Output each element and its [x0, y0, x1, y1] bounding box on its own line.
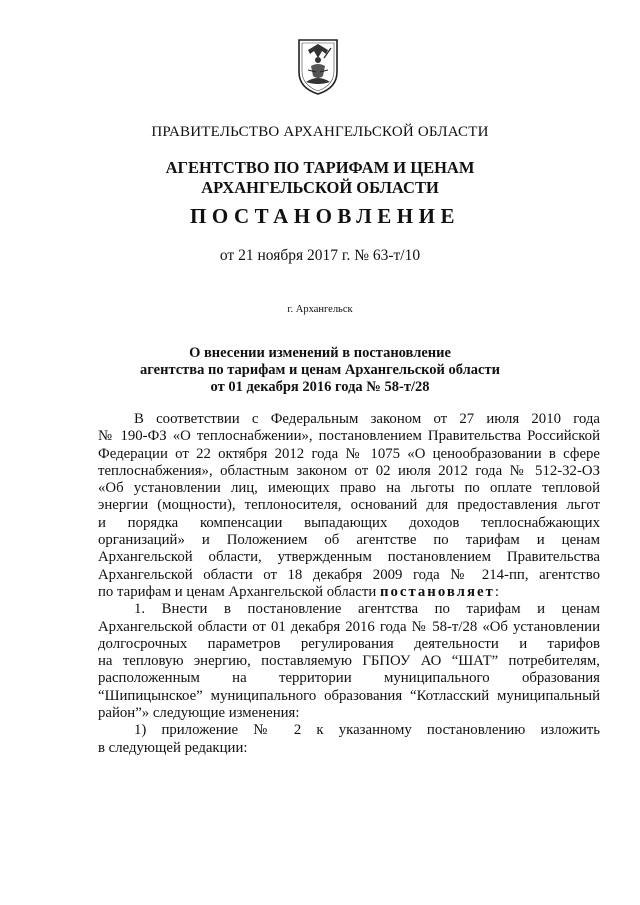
document-date-number: от 21 ноября 2017 г. № 63-т/10	[219, 247, 421, 264]
body-line-resolution	[98, 584, 600, 601]
resolution-suffix: :	[494, 583, 499, 600]
body-line: Федерации от 22 октября 2012 года № 1075 «О ценообразовании в сфере	[98, 445, 600, 462]
resolution-prefix: по тарифам и ценам Архангельской области	[98, 583, 377, 600]
body-line: 1) приложение № 2 к указанному постановлению изложить	[134, 722, 600, 739]
body-line: энергии (мощности), теплоносителя, оснований для предоставления льгот	[98, 497, 600, 514]
body-line: расположенным на территории муниципального образования	[98, 670, 600, 687]
body-line: район”» следующие изменения:	[98, 705, 300, 722]
resolution-keyword: постановляет	[379, 583, 495, 600]
body-line: долгосрочных параметров регулирования деятельности и тарифов	[98, 635, 600, 652]
government-name: ПРАВИТЕЛЬСТВО АРХАНГЕЛЬСКОЙ ОБЛАСТИ	[151, 124, 489, 140]
body-line: организаций» и Положением об агентстве по тарифам и ценам	[98, 532, 600, 549]
body-line: № 190-ФЗ «О теплоснабжении», постановлением Правительства Российской	[98, 428, 600, 445]
agency-name	[0, 158, 640, 198]
body-line: Архангельской области, утвержденным постановлением Правительства	[98, 549, 600, 566]
agency-name-line2: АРХАНГЕЛЬСКОЙ ОБЛАСТИ	[201, 178, 439, 197]
document-title	[0, 345, 640, 396]
document-body	[98, 411, 600, 757]
body-line: теплоснабжения», областным законом от 02 июля 2012 года № 512-32-ОЗ	[98, 462, 600, 479]
body-line: “Шипицынское” муниципального образования “Котласский муниципальный	[98, 687, 600, 704]
agency-name-line1: АГЕНТСТВО ПО ТАРИФАМ И ЦЕНАМ	[165, 158, 475, 177]
body-line: и порядка компенсации выпадающих доходов теплоснабжающих	[98, 514, 600, 531]
body-line: В соответствии с Федеральным законом от 27 июля 2010 года	[134, 411, 600, 427]
coat-of-arms-icon	[296, 36, 340, 96]
body-line: на тепловую энергию, поставляемую ГБПОУ АО “ШАТ” потребителям,	[98, 653, 600, 670]
body-line: «Об установлении лиц, имеющих право на льготы по оплате тепловой	[98, 480, 600, 497]
document-title-line1: О внесении изменений в постановление	[189, 345, 451, 361]
document-city: г. Архангельск	[287, 304, 353, 315]
document-type: ПОСТАНОВЛЕНИЕ	[190, 204, 460, 228]
body-line: 1. Внести в постановление агентства по тарифам и ценам	[134, 601, 600, 618]
document-title-line3: от 01 декабря 2016 года № 58-т/28	[210, 379, 430, 395]
body-line: Архангельской области от 01 декабря 2016 года № 58-т/28 «Об установлении	[98, 618, 600, 635]
body-line: в следующей редакции:	[98, 739, 248, 756]
document-title-line2: агентства по тарифам и ценам Архангельской области	[140, 362, 500, 378]
body-line: Архангельской области от 18 декабря 2009 года № 214-пп, агентство	[98, 566, 600, 583]
